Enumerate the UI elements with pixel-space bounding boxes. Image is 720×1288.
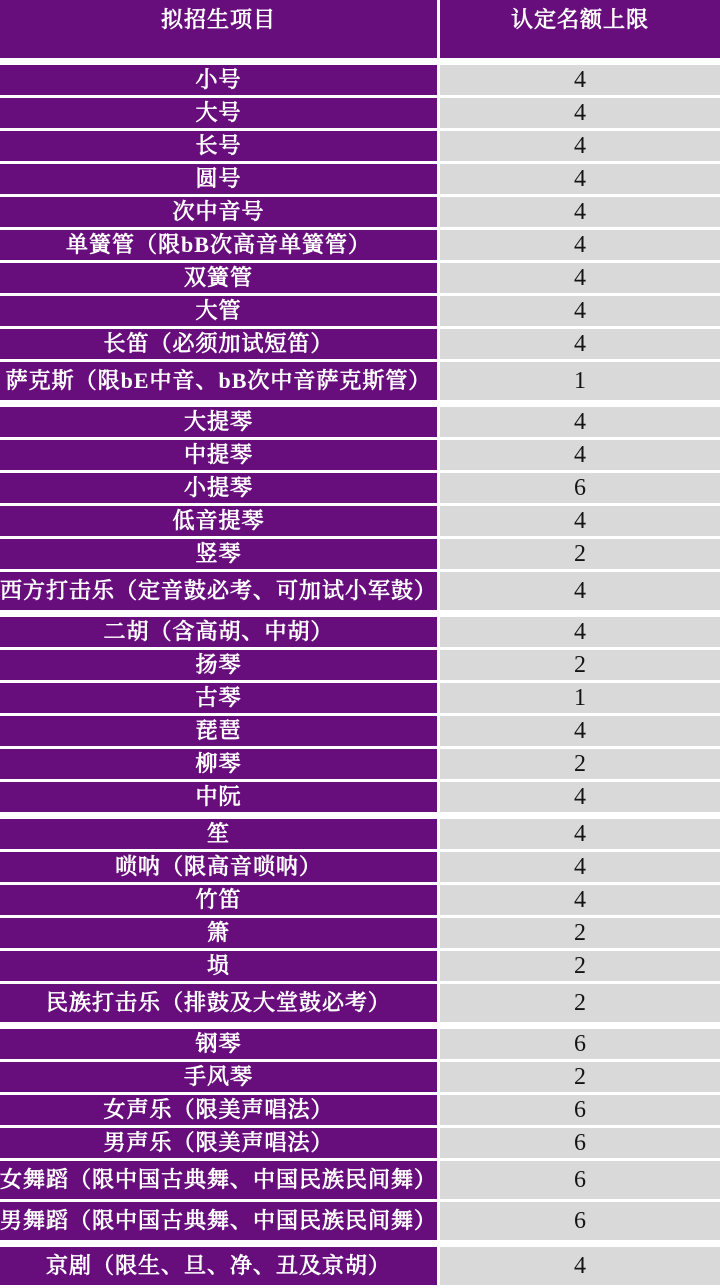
- project-cell: 笙: [0, 819, 440, 849]
- project-cell: 小号: [0, 65, 440, 95]
- project-cell: 长笛（必须加试短笛）: [0, 329, 440, 359]
- quota-cell: 4: [440, 407, 720, 437]
- quota-cell: 6: [440, 1095, 720, 1125]
- table-row: [0, 473, 720, 506]
- header-project-column: 拟招生项目: [0, 0, 440, 58]
- table-row: [0, 539, 720, 572]
- table-row: [0, 650, 720, 683]
- table-body: [0, 65, 720, 1288]
- quota-cell: 4: [440, 506, 720, 536]
- table-row: [0, 263, 720, 296]
- project-cell: 低音提琴: [0, 506, 440, 536]
- project-cell: 女声乐（限美声唱法）: [0, 1095, 440, 1125]
- table-row: [0, 329, 720, 362]
- table-row: [0, 98, 720, 131]
- project-cell: 单簧管（限bB次高音单簧管）: [0, 230, 440, 260]
- project-cell: 竖琴: [0, 539, 440, 569]
- quota-cell: 4: [440, 572, 720, 610]
- quota-cell: 6: [440, 1202, 720, 1240]
- table-row: [0, 749, 720, 782]
- quota-cell: 4: [440, 65, 720, 95]
- table-row: [0, 683, 720, 716]
- quota-cell: 6: [440, 1128, 720, 1158]
- project-cell: 圆号: [0, 164, 440, 194]
- project-cell: 古琴: [0, 683, 440, 713]
- table-row: [0, 164, 720, 197]
- quota-cell: 2: [440, 749, 720, 779]
- quota-cell: 4: [440, 782, 720, 812]
- quota-cell: 1: [440, 683, 720, 713]
- table-row: [0, 230, 720, 263]
- table-row: [0, 617, 720, 650]
- table-row: [0, 1247, 720, 1288]
- project-cell: 大号: [0, 98, 440, 128]
- project-cell: 钢琴: [0, 1029, 440, 1059]
- table-row: [0, 1095, 720, 1128]
- table-row: [0, 296, 720, 329]
- table-row: [0, 362, 720, 407]
- quota-cell: 2: [440, 951, 720, 981]
- project-cell: 琵琶: [0, 716, 440, 746]
- quota-cell: 4: [440, 296, 720, 326]
- table-row: [0, 1128, 720, 1161]
- project-cell: 双簧管: [0, 263, 440, 293]
- table-row: [0, 407, 720, 440]
- table-header-row: [0, 0, 720, 65]
- quota-cell: 2: [440, 918, 720, 948]
- project-cell: 男声乐（限美声唱法）: [0, 1128, 440, 1158]
- quota-cell: 2: [440, 984, 720, 1022]
- table-row: [0, 918, 720, 951]
- project-cell: 柳琴: [0, 749, 440, 779]
- table-row: [0, 782, 720, 819]
- project-cell: 小提琴: [0, 473, 440, 503]
- table-row: [0, 506, 720, 539]
- project-cell: 次中音号: [0, 197, 440, 227]
- quota-cell: 6: [440, 1029, 720, 1059]
- project-cell: 女舞蹈（限中国古典舞、中国民族民间舞）: [0, 1161, 440, 1199]
- project-cell: 箫: [0, 918, 440, 948]
- table-row: [0, 131, 720, 164]
- quota-cell: 2: [440, 539, 720, 569]
- project-cell: 唢呐（限高音唢呐）: [0, 852, 440, 882]
- project-cell: 京剧（限生、旦、净、丑及京胡）: [0, 1247, 440, 1285]
- project-cell: 竹笛: [0, 885, 440, 915]
- quota-cell: 4: [440, 716, 720, 746]
- project-cell: 西方打击乐（定音鼓必考、可加试小军鼓）: [0, 572, 440, 610]
- quota-cell: 4: [440, 164, 720, 194]
- project-cell: 手风琴: [0, 1062, 440, 1092]
- table-row: [0, 852, 720, 885]
- table-row: [0, 572, 720, 617]
- quota-cell: 4: [440, 230, 720, 260]
- quota-cell: 4: [440, 1247, 720, 1285]
- project-cell: 中提琴: [0, 440, 440, 470]
- quota-cell: 6: [440, 473, 720, 503]
- header-quota-column: 认定名额上限: [440, 0, 720, 58]
- project-cell: 埙: [0, 951, 440, 981]
- quota-cell: 4: [440, 852, 720, 882]
- quota-cell: 4: [440, 131, 720, 161]
- quota-cell: 2: [440, 650, 720, 680]
- table-row: [0, 984, 720, 1029]
- table-row: [0, 819, 720, 852]
- table-row: [0, 716, 720, 749]
- project-cell: 萨克斯（限bE中音、bB次中音萨克斯管）: [0, 362, 440, 400]
- table-row: [0, 1161, 720, 1202]
- table-row: [0, 440, 720, 473]
- quota-cell: 4: [440, 197, 720, 227]
- quota-cell: 4: [440, 263, 720, 293]
- project-cell: 扬琴: [0, 650, 440, 680]
- project-cell: 二胡（含高胡、中胡）: [0, 617, 440, 647]
- project-cell: 男舞蹈（限中国古典舞、中国民族民间舞）: [0, 1202, 440, 1240]
- quota-cell: 4: [440, 617, 720, 647]
- table-row: [0, 951, 720, 984]
- quota-cell: 1: [440, 362, 720, 400]
- table-row: [0, 65, 720, 98]
- quota-cell: 6: [440, 1161, 720, 1199]
- project-cell: 长号: [0, 131, 440, 161]
- table-row: [0, 1029, 720, 1062]
- project-cell: 中阮: [0, 782, 440, 812]
- project-cell: 民族打击乐（排鼓及大堂鼓必考）: [0, 984, 440, 1022]
- quota-cell: 4: [440, 329, 720, 359]
- quota-cell: 4: [440, 440, 720, 470]
- quota-cell: 2: [440, 1062, 720, 1092]
- project-cell: 大管: [0, 296, 440, 326]
- project-cell: 大提琴: [0, 407, 440, 437]
- quota-cell: 4: [440, 885, 720, 915]
- table-row: [0, 1202, 720, 1247]
- table-row: [0, 885, 720, 918]
- quota-cell: 4: [440, 98, 720, 128]
- table-row: [0, 197, 720, 230]
- table-row: [0, 1062, 720, 1095]
- quota-cell: 4: [440, 819, 720, 849]
